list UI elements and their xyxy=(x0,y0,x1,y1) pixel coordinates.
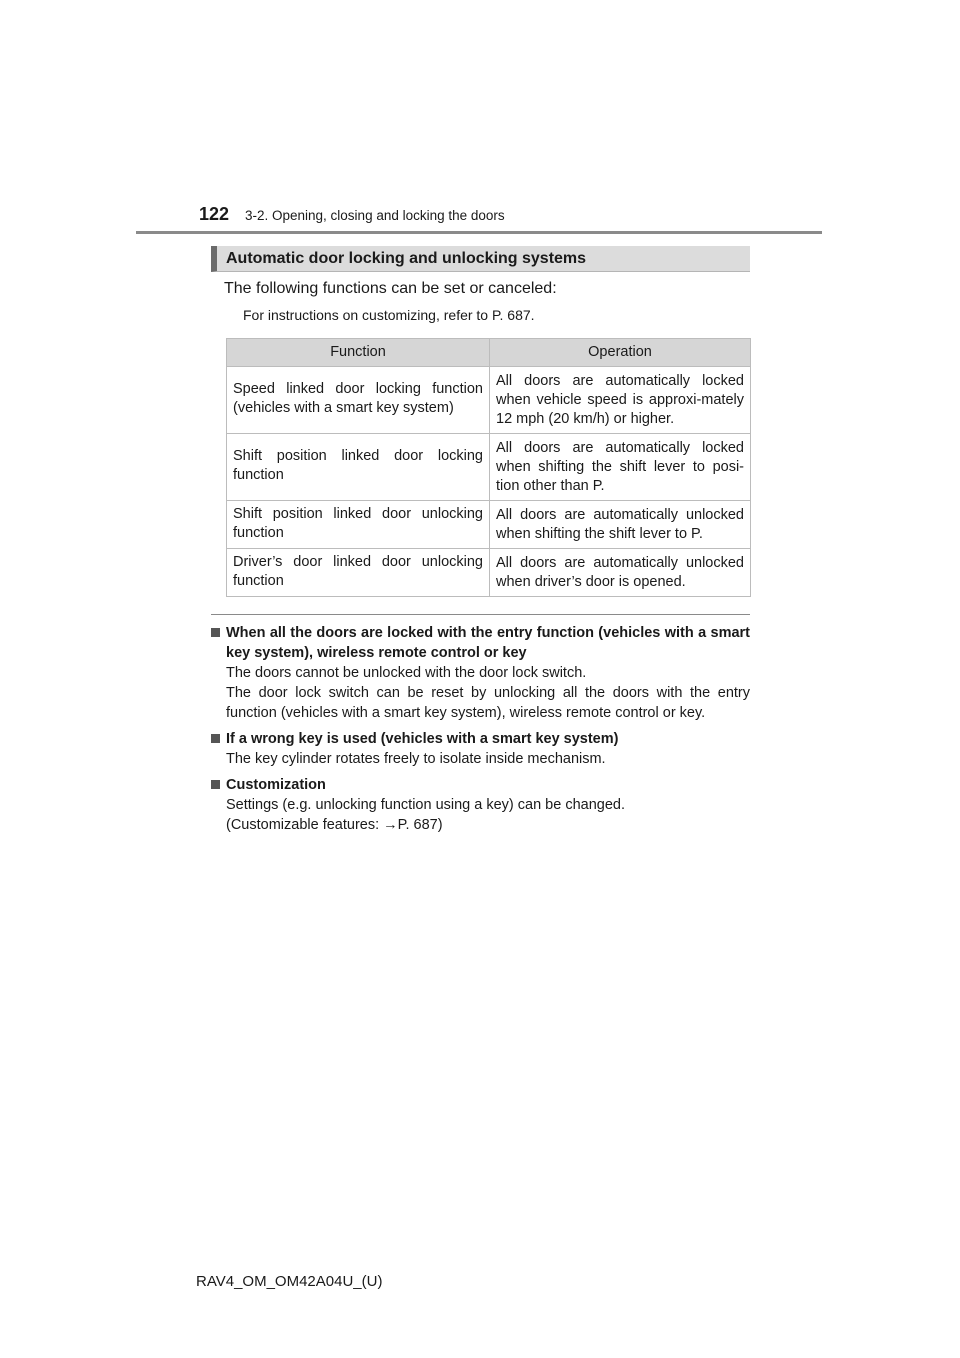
table-row xyxy=(227,501,751,549)
note-title: When all the doors are locked with the entry function (vehicles with a smart key system), wireless remote control or key xyxy=(211,623,750,663)
note-body xyxy=(211,795,750,835)
header-rule xyxy=(136,231,822,234)
topic-heading xyxy=(211,246,750,272)
table-row xyxy=(227,549,751,597)
note-title: Customization xyxy=(211,775,750,795)
note-body xyxy=(211,663,750,723)
intro-text: The following functions can be set or canceled: xyxy=(224,280,557,297)
operation-cell: All doors are automatically locked when vehicle speed is approxi-mately 12 mph (20 km/h) or higher. xyxy=(490,367,751,434)
section-title: 3-2. Opening, closing and locking the doors xyxy=(245,208,505,223)
page-number: 122 xyxy=(199,204,230,224)
table-row xyxy=(227,367,751,434)
notes-section xyxy=(211,623,750,841)
operation-cell: All doors are automatically unlocked when driver’s door is opened. xyxy=(490,549,751,597)
topic-heading-text: Automatic door locking and unlocking systems xyxy=(226,250,587,267)
operation-cell: All doors are automatically unlocked when shifting the shift lever to P. xyxy=(490,501,751,549)
header-function: Function xyxy=(227,339,490,367)
note-line: The door lock switch can be reset by unlocking all the doors with the entry function (vehicles with a smart key system), wireless remote control or key. xyxy=(226,685,750,721)
note-line: The key cylinder rotates freely to isolate inside mechanism. xyxy=(226,751,606,767)
note-entry-locked xyxy=(211,623,750,723)
operation-cell: All doors are automatically locked when shifting the shift lever to posi-tion other than P. xyxy=(490,434,751,501)
note-line: The doors cannot be unlocked with the door lock switch. xyxy=(226,665,587,681)
note-title: If a wrong key is used (vehicles with a smart key system) xyxy=(211,729,750,749)
table-header-row xyxy=(227,339,751,367)
header-operation: Operation xyxy=(490,339,751,367)
function-cell: Shift position linked door unlocking function xyxy=(227,501,490,549)
note-body xyxy=(211,749,750,769)
note-line: (Customizable features: →P. 687) xyxy=(226,817,443,833)
note-wrong-key xyxy=(211,729,750,769)
square-bullet-icon xyxy=(211,734,220,743)
note-line: Settings (e.g. unlocking function using a key) can be changed. xyxy=(226,797,626,813)
function-cell: Shift position linked door locking function xyxy=(227,434,490,501)
document-code: RAV4_OM_OM42A04U_(U) xyxy=(196,1273,383,1290)
table-row xyxy=(227,434,751,501)
notes-divider xyxy=(211,614,750,615)
square-bullet-icon xyxy=(211,780,220,789)
note-customization xyxy=(211,775,750,835)
customizing-reference: For instructions on customizing, refer to P. 687. xyxy=(243,307,535,323)
function-cell: Driver’s door linked door unlocking function xyxy=(227,549,490,597)
square-bullet-icon xyxy=(211,628,220,637)
function-cell: Speed linked door locking function (vehicles with a smart key system) xyxy=(227,367,490,434)
functions-table xyxy=(226,338,751,597)
